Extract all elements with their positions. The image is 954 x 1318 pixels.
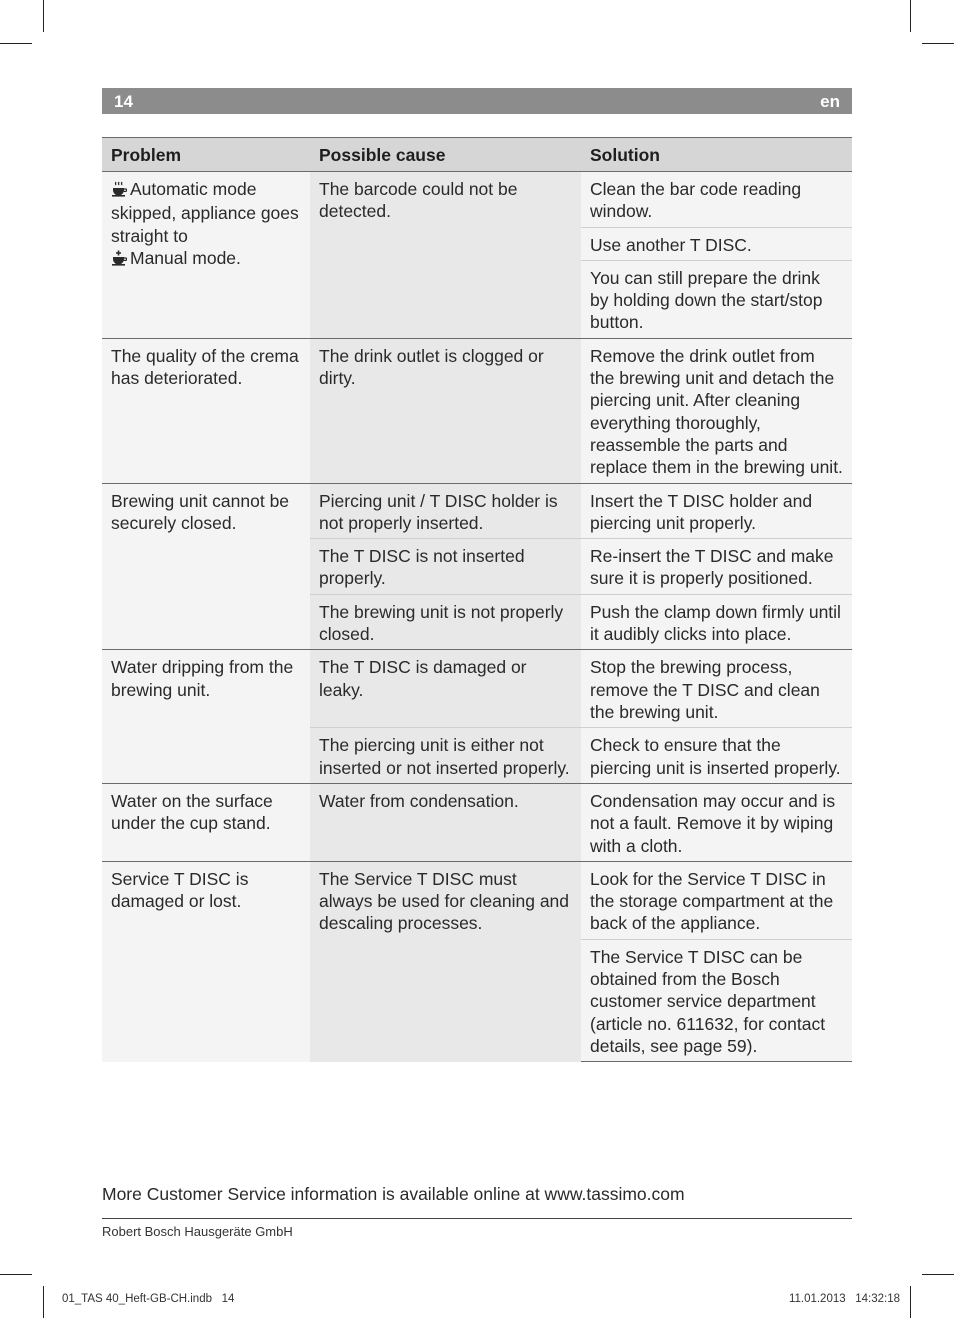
solution-cell: Remove the drink outlet from the brewing unit and detach the piercing unit. After cleaning everything thoroughly, reassemble the parts and replace them in the brewing unit. (581, 338, 852, 483)
table-row (102, 650, 852, 728)
table-row (102, 172, 852, 228)
problem-cell: The quality of the crema has deteriorated. (102, 338, 310, 483)
crop-mark (43, 0, 44, 32)
solution-cell: Look for the Service T DISC in the storage compartment at the back of the appliance. (581, 861, 852, 939)
page-number: 14 (114, 92, 133, 111)
solution-cell: Clean the bar code reading window. (581, 172, 852, 228)
problem-cell: Service T DISC is damaged or lost. (102, 861, 310, 1061)
column-header-cause: Possible cause (310, 138, 581, 172)
solution-cell: Use another T DISC. (581, 227, 852, 260)
column-header-solution: Solution (581, 138, 852, 172)
cause-cell: The Service T DISC must always be used for cleaning and descaling processes. (310, 861, 581, 1061)
crop-mark (910, 1286, 911, 1318)
table-row (102, 483, 852, 539)
solution-cell: The Service T DISC can be obtained from the Bosch customer service department (article no. 611632, for contact details, see page 59). (581, 939, 852, 1061)
problem-cell: Water on the surface under the cup stand. (102, 783, 310, 861)
cause-cell: The drink outlet is clogged or dirty. (310, 338, 581, 483)
solution-cell: Re-insert the T DISC and make sure it is properly positioned. (581, 539, 852, 595)
troubleshooting-table (102, 137, 852, 1062)
steam-cup-icon (111, 180, 127, 202)
solution-cell: Condensation may occur and is not a fault. Remove it by wiping with a cloth. (581, 783, 852, 861)
crop-mark (0, 1274, 32, 1275)
footer-divider (102, 1218, 852, 1219)
company-name: Robert Bosch Hausgeräte GmbH (102, 1224, 293, 1239)
column-header-problem: Problem (102, 138, 310, 172)
problem-text: Manual mode. (130, 247, 241, 268)
cause-cell: The barcode could not be detected. (310, 172, 581, 339)
crop-mark (0, 43, 32, 44)
cause-cell: Water from condensation. (310, 783, 581, 861)
cause-cell: The T DISC is not inserted properly. (310, 539, 581, 595)
customer-service-note: More Customer Service information is available online at www.tassimo.com (102, 1184, 685, 1204)
solution-cell: Stop the brewing process, remove the T DISC and clean the brewing unit. (581, 650, 852, 728)
problem-cell: Brewing unit cannot be securely closed. (102, 483, 310, 650)
solution-cell: Push the clamp down firmly until it audibly clicks into place. (581, 594, 852, 650)
problem-text: Automatic mode skipped, appliance goes straight to (111, 179, 299, 246)
plus-cup-icon (111, 249, 127, 271)
language-code: en (820, 92, 840, 111)
cause-cell: The piercing unit is either not inserted or not inserted properly. (310, 728, 581, 784)
crop-mark (922, 43, 954, 44)
table-row (102, 783, 852, 861)
table-row (102, 861, 852, 939)
cause-cell: Piercing unit / T DISC holder is not properly inserted. (310, 483, 581, 539)
print-file-info: 01_TAS 40_Heft-GB-CH.indb 14 (62, 1293, 235, 1305)
solution-cell: Insert the T DISC holder and piercing unit properly. (581, 483, 852, 539)
cause-cell: The T DISC is damaged or leaky. (310, 650, 581, 728)
solution-cell: You can still prepare the drink by holding down the start/stop button. (581, 260, 852, 338)
cause-cell: The brewing unit is not properly closed. (310, 594, 581, 650)
problem-cell (102, 172, 310, 339)
solution-cell: Check to ensure that the piercing unit is inserted properly. (581, 728, 852, 784)
problem-cell: Water dripping from the brewing unit. (102, 650, 310, 784)
page-header-bar (102, 88, 852, 114)
table-row (102, 338, 852, 483)
print-date-info: 11.01.2013 14:32:18 (788, 1293, 900, 1305)
crop-mark (43, 1286, 44, 1318)
crop-mark (922, 1274, 954, 1275)
crop-mark (910, 0, 911, 32)
